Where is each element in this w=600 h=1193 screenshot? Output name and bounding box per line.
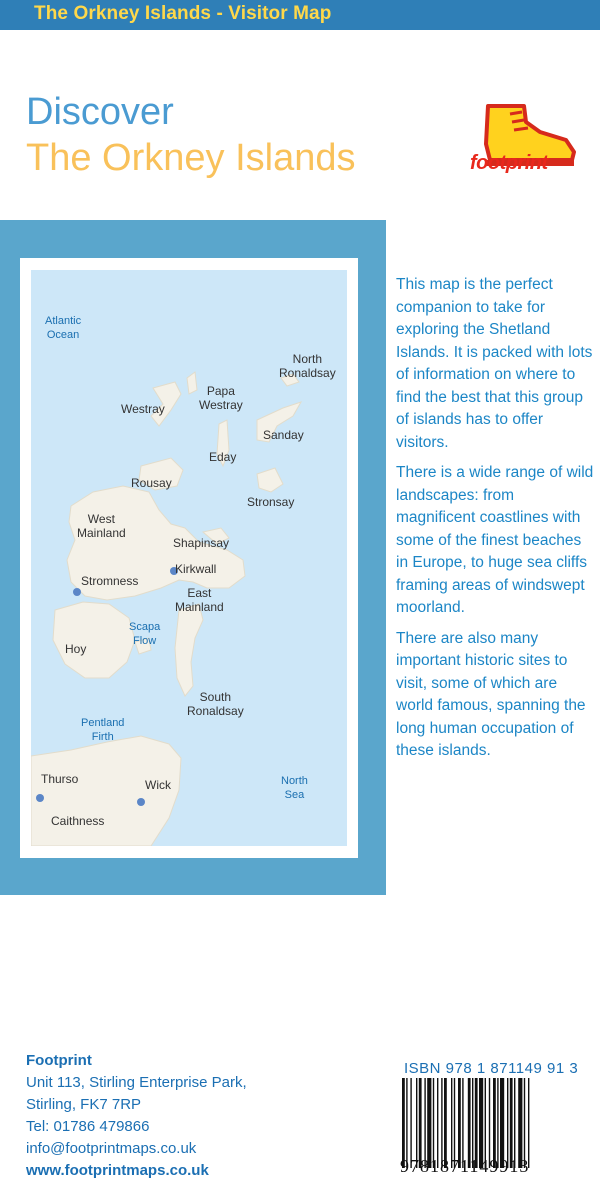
label-west-mainland: West Mainland — [77, 512, 126, 540]
phone-number: Tel: 01786 479866 — [26, 1118, 150, 1135]
label-papa-westray: Papa Westray — [199, 384, 243, 412]
label-caithness: Caithness — [51, 814, 105, 828]
email-link[interactable]: info@footprintmaps.co.uk — [26, 1140, 197, 1157]
barcode-bar — [427, 1078, 431, 1168]
address-line-1: Unit 113, Stirling Enterprise Park, — [26, 1074, 247, 1091]
label-stronsay: Stronsay — [247, 495, 295, 509]
barcode-bar — [419, 1078, 422, 1168]
header-bar — [0, 0, 600, 30]
barcode-digits: 9781871149913 — [400, 1156, 530, 1176]
barcode-bar — [507, 1078, 508, 1168]
label-atlantic-ocean: Atlantic Ocean — [45, 315, 82, 341]
description-paragraph-3: There are also many important historic sites to visit, some of which are world famous, spanning the long human occupation of these islands. — [396, 629, 586, 759]
label-rousay: Rousay — [131, 476, 172, 490]
barcode-bar — [410, 1078, 411, 1168]
label-westray: Westray — [121, 402, 165, 416]
barcode-bar — [458, 1078, 461, 1168]
publisher-address — [26, 1050, 247, 1182]
barcode-bar — [406, 1078, 407, 1168]
barcode-bar — [437, 1078, 438, 1168]
barcode-bar — [472, 1078, 473, 1168]
label-wick: Wick — [145, 778, 171, 792]
barcode-bar — [475, 1078, 478, 1168]
label-south-ronaldsay: South Ronaldsay — [187, 690, 244, 718]
thurso-town-marker — [36, 794, 44, 802]
barcode-bar — [402, 1078, 405, 1168]
barcode-bar — [489, 1078, 490, 1168]
barcode-bar — [451, 1078, 452, 1168]
label-stromness: Stromness — [81, 574, 139, 588]
barcode-bar — [514, 1078, 515, 1168]
isbn-label: ISBN 978 1 871149 91 3 — [404, 1060, 579, 1077]
description-paragraph-1: This map is the perfect companion to take for exploring the Shetland Islands. It is packed with lots of information on where to find the best that this group of islands has to offer visitors. — [396, 276, 593, 451]
barcode-bar — [468, 1078, 471, 1168]
wick-town-marker — [137, 798, 145, 806]
header-title: The Orkney Islands - Visitor Map — [34, 3, 332, 24]
orkney-map — [31, 270, 347, 846]
description — [396, 274, 596, 771]
barcode-bar — [500, 1078, 504, 1168]
barcode-bar — [444, 1078, 447, 1168]
website-link[interactable]: www.footprintmaps.co.uk — [26, 1162, 209, 1179]
barcode-bar — [416, 1078, 417, 1168]
hero-subtitle: The Orkney Islands — [26, 137, 356, 179]
barcode-bar — [441, 1078, 442, 1168]
hero-title: Discover — [26, 91, 174, 133]
barcode-bar — [528, 1078, 529, 1168]
barcode-bar — [497, 1078, 498, 1168]
publisher-name: Footprint — [26, 1052, 92, 1069]
label-east-mainland: East Mainland — [175, 586, 224, 614]
label-eday: Eday — [209, 450, 237, 464]
map-frame — [0, 220, 386, 895]
label-thurso: Thurso — [41, 772, 79, 786]
label-north-sea: North Sea — [281, 775, 308, 801]
label-north-ronaldsay: North Ronaldsay — [279, 352, 336, 380]
stromness-town-marker — [73, 588, 81, 596]
barcode — [400, 1078, 586, 1168]
address-line-2: Stirling, FK7 7RP — [26, 1096, 142, 1113]
barcode-bar — [433, 1078, 434, 1168]
label-hoy: Hoy — [65, 642, 87, 656]
barcode-bar — [454, 1078, 455, 1168]
description-paragraph-2: There is a wide range of wild landscapes: from magnificent coastlines with some of the finest beaches in Europe, to huge sea cliffs framing areas of windswept moorland. — [396, 464, 594, 616]
map-card — [20, 258, 358, 858]
barcode-bar — [462, 1078, 463, 1168]
label-scapa-flow: Scapa Flow — [129, 621, 161, 647]
label-kirkwall: Kirkwall — [175, 562, 217, 576]
barcode-bar — [485, 1078, 486, 1168]
logo-text: footprint — [470, 152, 548, 174]
barcode-bar — [424, 1078, 425, 1168]
label-shapinsay: Shapinsay — [173, 536, 230, 550]
barcode-bar — [518, 1078, 522, 1168]
label-pentland-firth: Pentland Firth — [81, 717, 125, 743]
barcode-bar — [493, 1078, 496, 1168]
label-sanday: Sanday — [263, 428, 304, 442]
barcode-bar — [510, 1078, 513, 1168]
barcode-bar — [524, 1078, 525, 1168]
barcode-bar — [479, 1078, 483, 1168]
